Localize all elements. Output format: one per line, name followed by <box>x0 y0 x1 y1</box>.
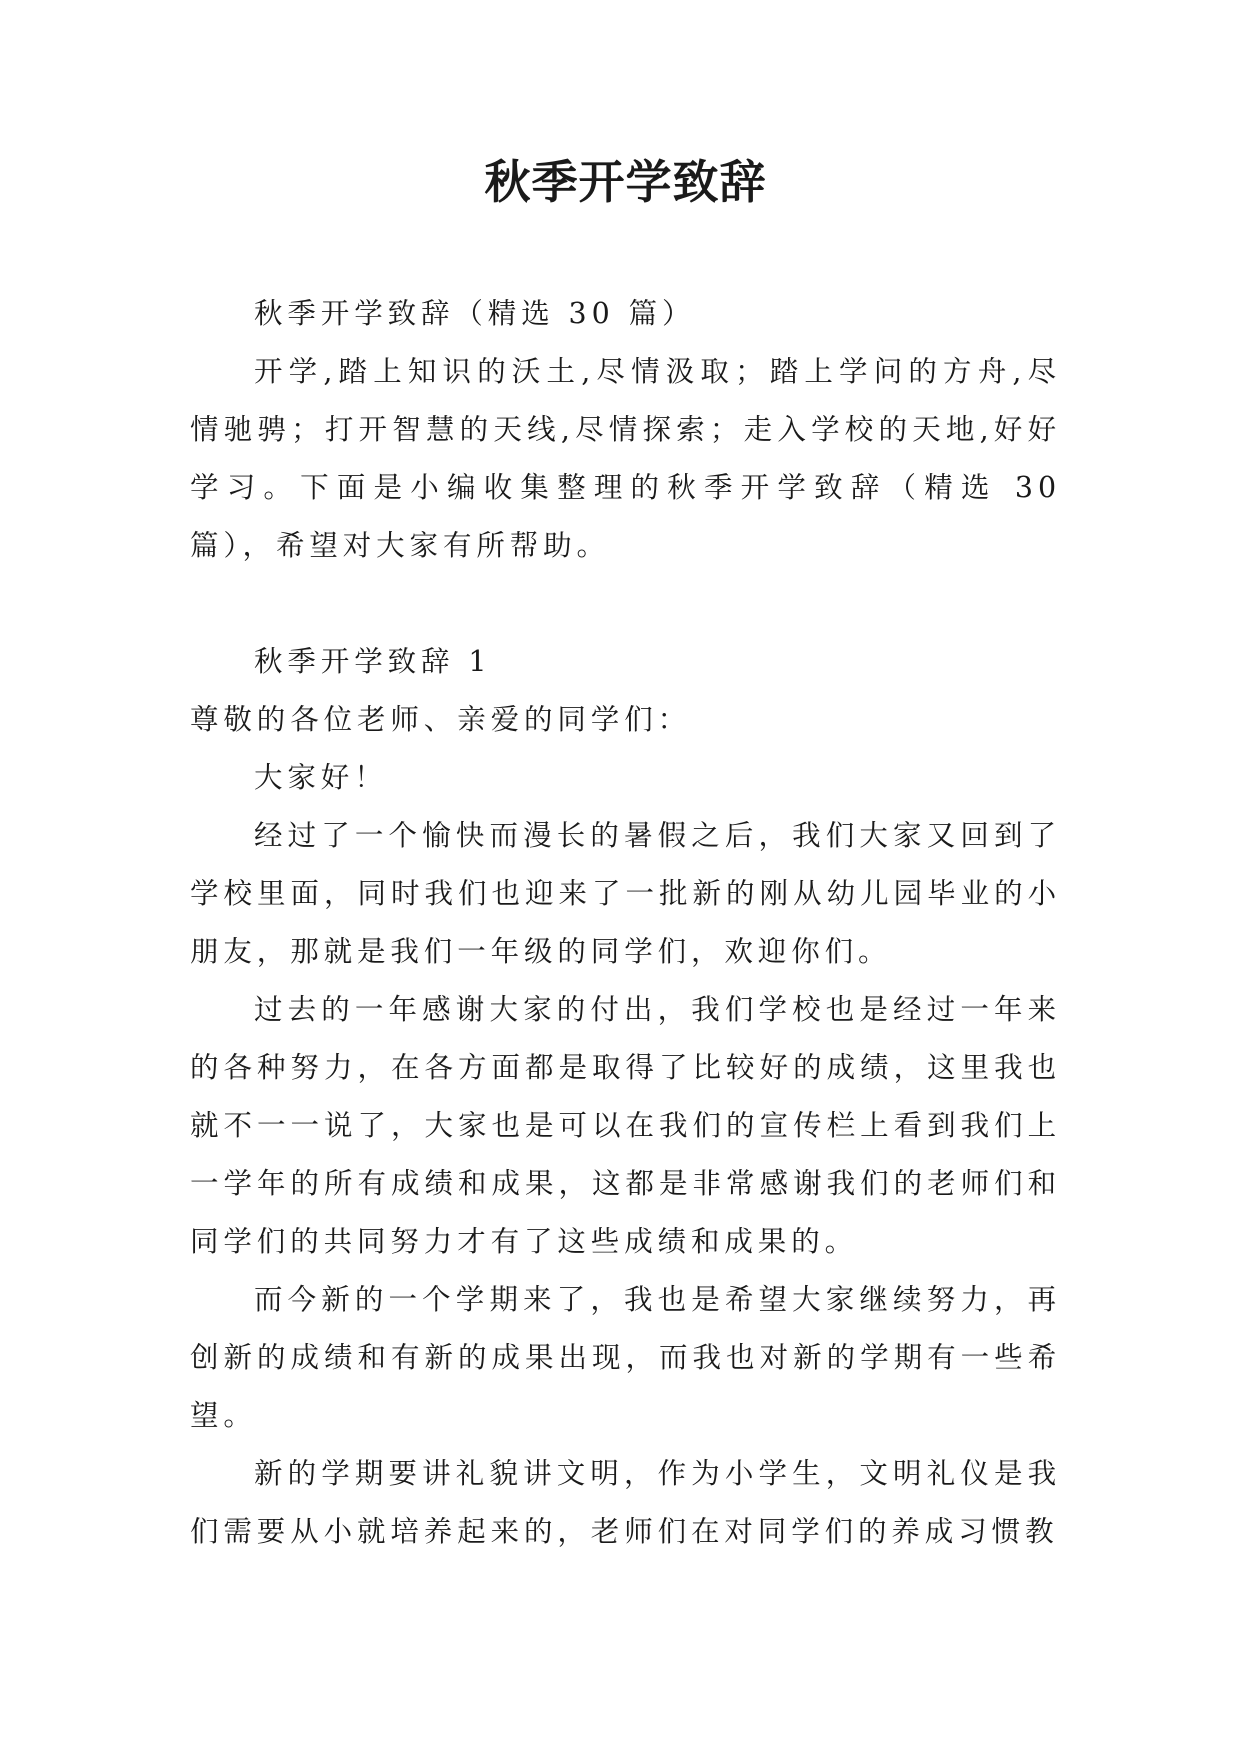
section-heading: 秋季开学致辞 1 <box>254 645 492 678</box>
salutation: 尊敬的各位老师、亲爱的同学们： <box>190 703 692 736</box>
greeting: 大家好！ <box>254 761 388 794</box>
intro-paragraph: 开学,踏上知识的沃土,尽情汲取；踏上学问的方舟,尽情驰骋；打开智慧的天线,尽情探索；走入学校的天地,好好学习。下面是小编收集整理的秋季开学致辞（精选 30 篇），希望对大家有所帮助。 <box>190 355 1061 562</box>
document-page <box>190 0 1061 1754</box>
body-paragraph: 过去的一年感谢大家的付出，我们学校也是经过一年来的各种努力，在各方面都是取得了比较好的成绩，这里我也就不一一说了，大家也是可以在我们的宣传栏上看到我们上一学年的所有成绩和成果，这都是非常感谢我们的老师们和同学们的共同努力才有了这些成绩和成果的。 <box>190 993 1061 1258</box>
document-title: 秋季开学致辞 <box>484 155 767 209</box>
section-spacer <box>190 575 1061 633</box>
body-paragraph: 新的学期要讲礼貌讲文明，作为小学生，文明礼仪是我们需要从小就培养起来的，老师们在对同学们的养成习惯教 <box>190 1457 1061 1548</box>
body-paragraph: 经过了一个愉快而漫长的暑假之后，我们大家又回到了学校里面，同时我们也迎来了一批新的刚从幼儿园毕业的小朋友，那就是我们一年级的同学们，欢迎你们。 <box>190 819 1061 968</box>
document-body <box>190 285 1061 1561</box>
document-subtitle: 秋季开学致辞（精选 30 篇） <box>254 297 696 330</box>
body-paragraph: 而今新的一个学期来了，我也是希望大家继续努力，再创新的成绩和有新的成果出现，而我也对新的学期有一些希望。 <box>190 1283 1061 1432</box>
